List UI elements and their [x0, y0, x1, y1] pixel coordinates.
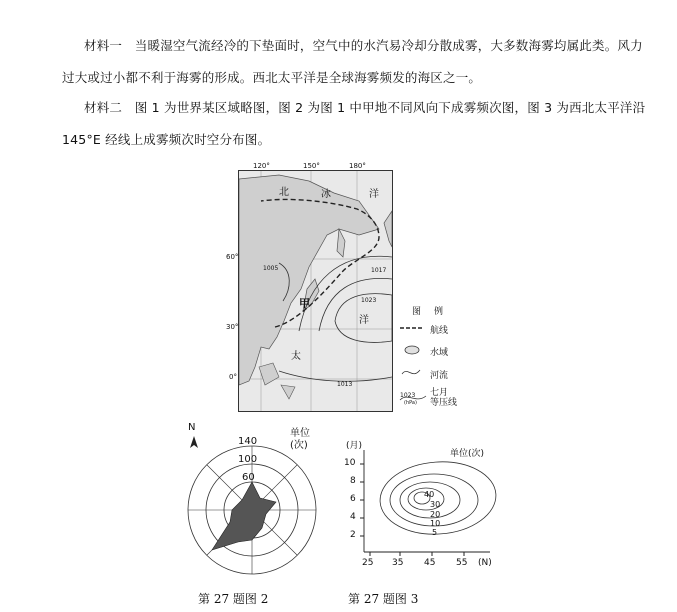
x-tick-25: 25	[362, 558, 374, 568]
material-two-line2: 145°E 经线上成雾频次时空分布图。	[62, 132, 271, 147]
label-bing: 冰	[321, 189, 331, 200]
legend-route: 航线	[430, 326, 449, 336]
label-jia: 甲	[299, 297, 310, 310]
y-tick-10: 10	[344, 458, 356, 468]
material-one-line2: 过大或过小都不利于海雾的形成。西北太平洋是全球海雾频发的海区之一。	[62, 70, 482, 85]
label-tai: 太	[291, 351, 301, 362]
region-map-drawing	[239, 171, 392, 411]
lon-label-150: 150°	[303, 162, 320, 170]
figure2-caption: 第 27 题图 2	[198, 592, 269, 606]
legend-river: 河流	[430, 371, 449, 381]
x-tick-35: 35	[392, 558, 404, 568]
x-tick-45: 45	[424, 558, 436, 568]
contour-label-5: 5	[432, 528, 438, 537]
y-tick-2: 2	[350, 530, 356, 540]
ring-label-100: 100	[238, 454, 258, 465]
contour-label-30: 30	[430, 500, 441, 509]
lat-label-0: 0°	[229, 373, 237, 381]
north-arrow-icon	[190, 436, 198, 448]
ring-label-140: 140	[238, 436, 258, 447]
map-legend	[398, 304, 468, 414]
fog-contour-figure	[340, 436, 500, 586]
contour-label-20: 20	[430, 510, 441, 519]
legend-isobar: 七月 等压线	[430, 388, 458, 408]
contour-label-40: 40	[424, 490, 435, 499]
isobar-label-1017: 1017	[371, 267, 387, 274]
fig2-unit: 单位 (次)	[290, 428, 310, 451]
material-one-line1: 材料一 当暖湿空气流经冷的下垫面时，空气中的水汽易冷却分散成雾，大多数海雾均属此类。风力	[84, 38, 643, 53]
isobar-label-1023: 1023	[361, 297, 377, 304]
lat-label-60: 60°	[226, 253, 239, 261]
y-tick-8: 8	[350, 476, 356, 486]
y-tick-4: 4	[350, 512, 356, 522]
contour-label-10: 10	[430, 519, 441, 528]
label-bei: 北	[279, 187, 289, 198]
wind-rose-figure	[180, 422, 330, 587]
lat-label-30: 30°	[226, 323, 239, 331]
isobar-label-1005: 1005	[263, 265, 279, 272]
legend-isobar-sample: 1023	[400, 392, 416, 399]
x-tick-55: 55	[456, 558, 468, 568]
figure3-caption: 第 27 题图 3	[348, 592, 419, 606]
isobar-label-1013: 1013	[337, 381, 353, 388]
legend-water: 水域	[430, 348, 449, 358]
x-unit: (N)	[478, 558, 492, 568]
y-tick-6: 6	[350, 494, 356, 504]
region-map	[226, 162, 393, 412]
fig3-y-title: (月)	[346, 441, 363, 451]
north-label: N	[188, 422, 196, 433]
label-yang-south: 洋	[359, 315, 369, 326]
material-one	[62, 30, 658, 94]
ring-label-60: 60	[242, 472, 255, 483]
material-two-line1: 材料二 图 1 为世界某区域略图，图 2 为图 1 中甲地不同风向下成雾频次图，图 3 为西北太平洋沿	[84, 100, 646, 115]
lon-label-180: 180°	[349, 162, 366, 170]
lon-label-120: 120°	[253, 162, 270, 170]
legend-isobar-unit: (hPa)	[404, 400, 417, 406]
label-yang-north: 洋	[369, 189, 379, 200]
legend-title: 图 例	[412, 307, 446, 317]
material-two	[62, 92, 658, 156]
fig3-unit: 单位(次)	[450, 449, 485, 459]
